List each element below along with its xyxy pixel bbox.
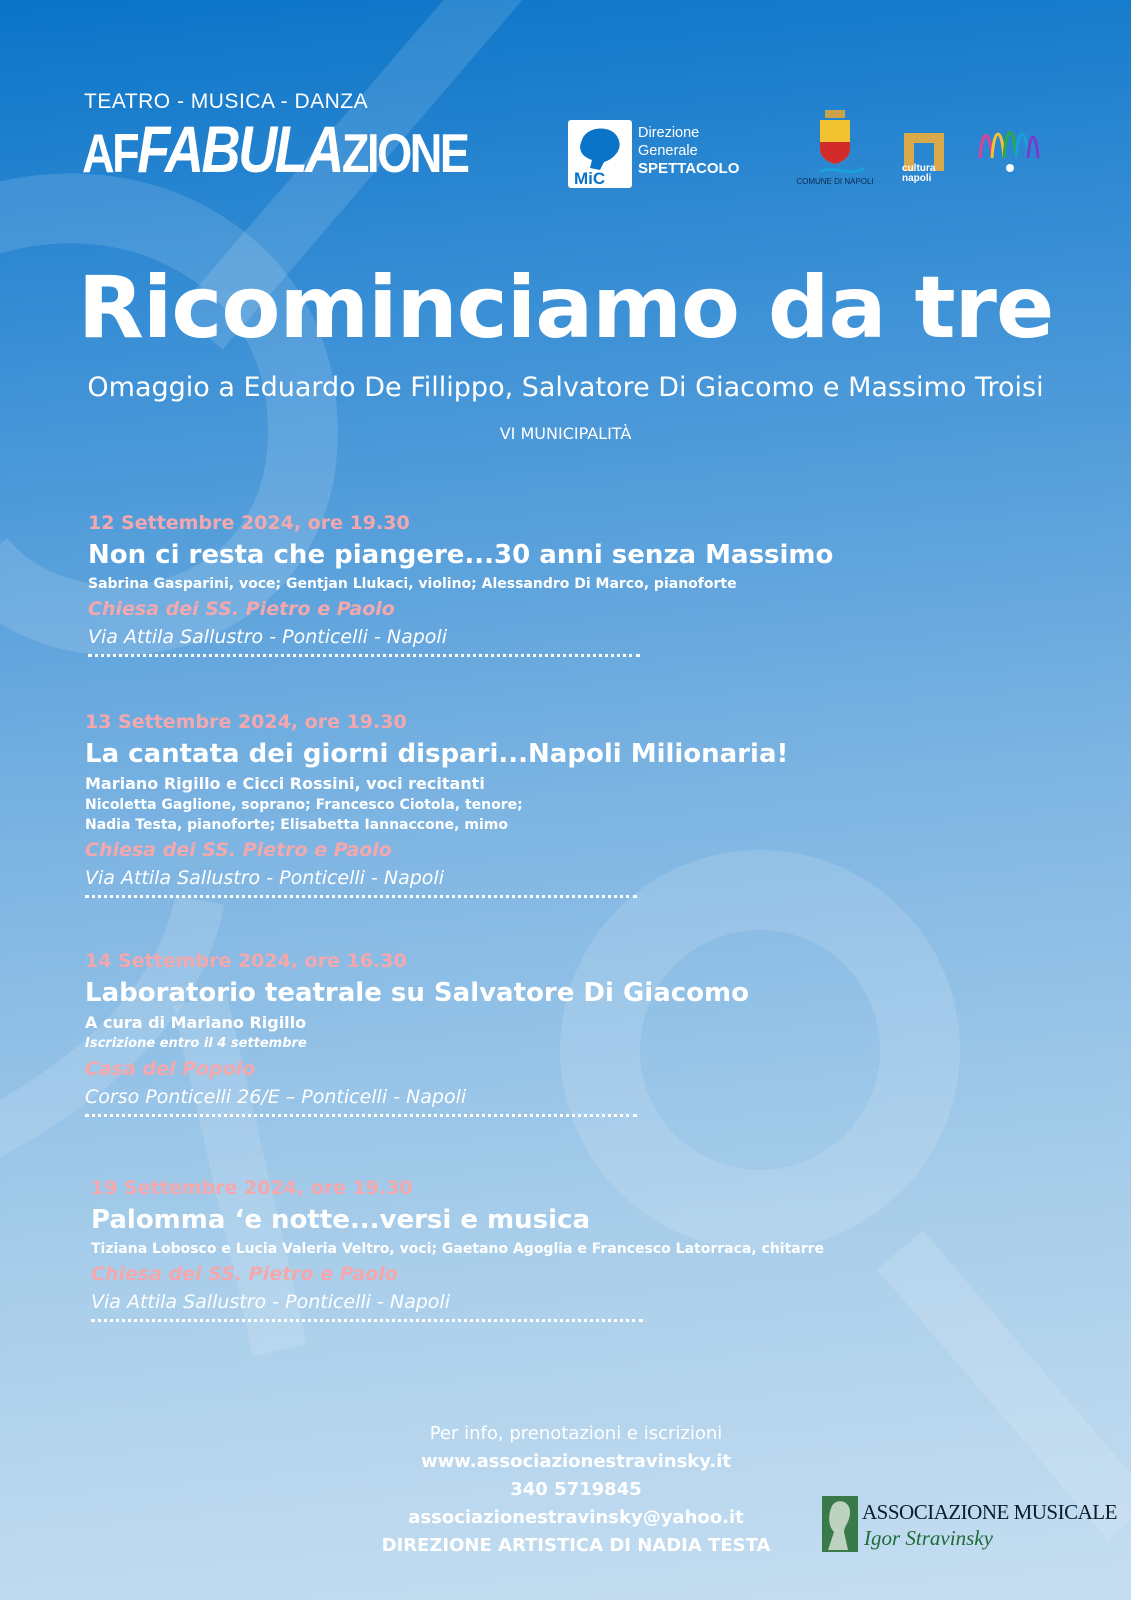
affabulazione-logo	[82, 112, 468, 186]
mic-mark: MiC	[574, 169, 606, 188]
event-venue: Chiesa dei SS. Pietro e Paolo	[85, 839, 392, 861]
stravinsky-portrait-icon	[822, 1496, 858, 1552]
comune-di-napoli-crest-icon	[790, 108, 880, 188]
event-3	[85, 950, 749, 1117]
logo-part-zione: ZIONE	[341, 122, 468, 184]
phone-number: 340 5719845	[510, 1479, 642, 1500]
event-registration-note: Iscrizione entro il 4 settembre	[85, 1036, 307, 1051]
event-curator: A cura di Mariano Rigillo	[85, 1013, 307, 1032]
event-address: Corso Ponticelli 26/E – Ponticelli - Napoli	[85, 1086, 467, 1108]
poster-subtitle: Omaggio a Eduardo De Fillippo, Salvatore Di Giacomo e Massimo Troisi	[87, 372, 1044, 403]
sponsor-subtitle: Igor Stravinsky	[864, 1526, 993, 1550]
event-date: 12 Settembre 2024, ore 19.30	[88, 512, 410, 534]
artistic-direction: DIREZIONE ARTISTICA DI NADIA TESTA	[381, 1535, 771, 1556]
poster-title: Ricominciamo da tre	[77, 258, 1054, 358]
municipality-label: VI MUNICIPALITÀ	[499, 424, 632, 443]
contact-intro: Per info, prenotazioni e iscrizioni	[429, 1423, 723, 1444]
event-performers: Tiziana Lobosco e Lucia Valeria Veltro, voci; Gaetano Agoglia e Francesco Latorraca, chitarre	[91, 1241, 825, 1257]
mic-line-3: SPETTACOLO	[638, 160, 740, 177]
dotted-divider	[88, 654, 640, 657]
event-1	[88, 512, 833, 657]
logo-part-fabula: FABULA	[137, 112, 342, 186]
event-date: 14 Settembre 2024, ore 16.30	[85, 950, 407, 972]
cultura-line-2: napoli	[902, 173, 932, 184]
event-performers: Sabrina Gasparini, voce; Gentjan Llukaci, violino; Alessandro Di Marco, pianoforte	[88, 576, 737, 592]
logo-part-af: AF	[82, 122, 138, 184]
mic-ministry-text	[638, 124, 739, 178]
email-link[interactable]: associazionestravinsky@yahoo.it	[408, 1507, 744, 1528]
event-title: La cantata dei giorni dispari...Napoli Milionaria!	[85, 739, 789, 769]
brand-tagline: TEATRO - MUSICA - DANZA	[84, 90, 369, 113]
event-address: Via Attila Sallustro - Ponticelli - Napoli	[88, 626, 447, 648]
event-date: 13 Settembre 2024, ore 19.30	[85, 711, 407, 733]
dotted-divider	[85, 1114, 637, 1117]
event-performers: Mariano Rigillo e Cicci Rossini, voci recitanti	[85, 774, 485, 793]
cultura-line-1: cultura	[902, 163, 936, 174]
cultura-napoli-label	[902, 164, 935, 184]
event-date: 19 Settembre 2024, ore 19.30	[91, 1177, 413, 1199]
event-2	[85, 711, 788, 898]
event-4	[91, 1177, 824, 1322]
mic-logo	[568, 120, 632, 188]
dotted-divider	[85, 895, 637, 898]
event-title: Non ci resta che piangere...30 anni senza Massimo	[88, 540, 834, 570]
contact-info	[300, 1420, 852, 1560]
mic-line-2: Generale	[638, 143, 698, 159]
event-venue: Chiesa dei SS. Pietro e Paolo	[88, 598, 395, 620]
comune-label: COMUNE DI NAPOLI	[796, 177, 874, 186]
event-venue: Chiesa dei SS. Pietro e Paolo	[91, 1263, 398, 1285]
event-title: Laboratorio teatrale su Salvatore Di Giacomo	[85, 978, 749, 1008]
event-title: Palomma ‘e notte...versi e musica	[91, 1205, 590, 1235]
napoli-music-logo-icon	[976, 118, 1044, 186]
event-performers: Nadia Testa, pianoforte; Elisabetta Iannaccone, mimo	[85, 817, 508, 833]
event-venue: Casa del Popolo	[85, 1058, 256, 1080]
event-address: Via Attila Sallustro - Ponticelli - Napoli	[85, 867, 444, 889]
website-link[interactable]: www.associazionestravinsky.it	[421, 1451, 731, 1472]
event-performers: Nicoletta Gaglione, soprano; Francesco Ciotola, tenore;	[85, 797, 523, 813]
mic-emblem-icon	[568, 120, 632, 188]
mic-line-1: Direzione	[638, 125, 700, 141]
sponsor-name: ASSOCIAZIONE MUSICALE	[862, 1500, 1117, 1524]
event-address: Via Attila Sallustro - Ponticelli - Napoli	[91, 1291, 450, 1313]
dotted-divider	[91, 1319, 643, 1322]
